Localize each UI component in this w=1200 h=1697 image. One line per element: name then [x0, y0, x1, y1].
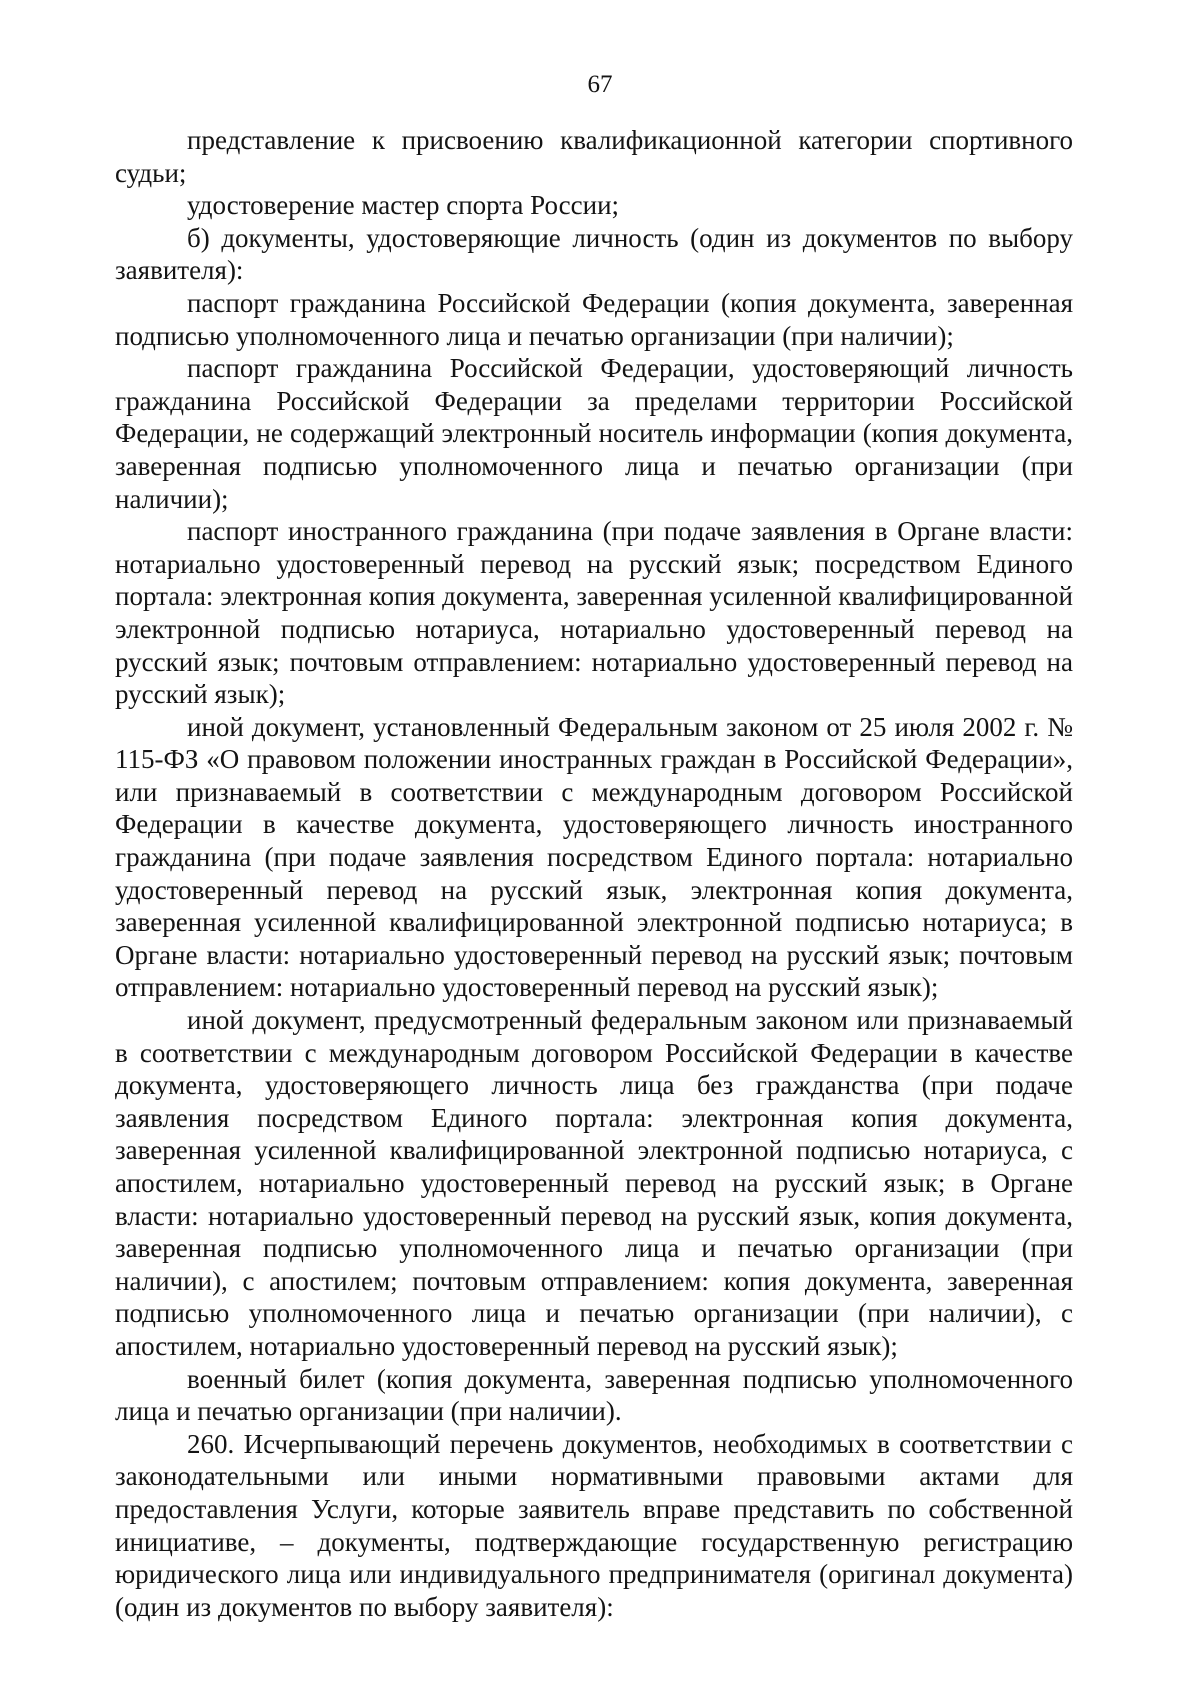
- paragraph-military-id: военный билет (копия документа, заверенная подписью уполномоченного лица и печатью организации (при наличии).: [115, 1363, 1073, 1427]
- paragraph-foreign-citizen-passport: паспорт иностранного гражданина (при подаче заявления в Органе власти: нотариально удостоверенный перевод на русский язык; посредством Единого портала: электронная копия документа, заверенная усиленной квалифицированной электронной подписью нотариуса, нотариально удостоверенный перевод на русский язык; почтовым отправлением: нотариально удостоверенный перевод на русский язык);: [115, 516, 1073, 710]
- paragraph-260-optional-documents: 260. Исчерпывающий перечень документов, необходимых в соответствии с законодательными или иными нормативными правовыми актами для предоставления Услуги, которые заявитель вправе представить по собственной инициативе, – документы, подтверждающие государственную регистрацию юридического лица или индивидуального предпринимателя (оригинал документа) (один из документов по выбору заявителя):: [115, 1428, 1073, 1622]
- paragraph-stateless-person-document: иной документ, предусмотренный федеральным законом или признаваемый в соответствии с международным договором Российской Федерации в качестве документа, удостоверяющего личность лица без гражданства (при подаче заявления посредством Единого портала: электронная копия документа, заверенная усиленной квалифицированной электронной подписью нотариуса, с апостилем, нотариально удостоверенный перевод на русский язык; в Органе власти: нотариально удостоверенный перевод на русский язык, копия документа, заверенная подписью уполномоченного лица и печатью организации (при наличии), с апостилем; почтовым отправлением: копия документа, заверенная подписью уполномоченного лица и печатью организации (при наличии), с апостилем, нотариально удостоверенный перевод на русский язык);: [115, 1005, 1073, 1361]
- paragraph-identity-documents-heading: б) документы, удостоверяющие личность (один из документов по выбору заявителя):: [115, 222, 1073, 286]
- document-body: [115, 124, 1073, 1623]
- paragraph-russian-passport: паспорт гражданина Российской Федерации (копия документа, заверенная подписью уполномоченного лица и печатью организации (при наличии);: [115, 287, 1073, 351]
- paragraph-other-foreign-citizen-document: иной документ, установленный Федеральным законом от 25 июля 2002 г. № 115-ФЗ «О правовом положении иностранных граждан в Российской Федерации», или признаваемый в соответствии с международным договором Российской Федерации в качестве документа, удостоверяющего личность иностранного гражданина (при подаче заявления посредством Единого портала: нотариально удостоверенный перевод на русский язык, электронная копия документа, заверенная усиленной квалифицированной электронной подписью нотариуса; в Органе власти: нотариально удостоверенный перевод на русский язык; почтовым отправлением: нотариально удостоверенный перевод на русский язык);: [115, 711, 1073, 1003]
- paragraph-qualification-submission: представление к присвоению квалификационной категории спортивного судьи;: [115, 125, 1073, 188]
- page-number: 67: [587, 71, 613, 98]
- paragraph-foreign-travel-passport: паспорт гражданина Российской Федерации, удостоверяющий личность гражданина Российской Федерации за пределами территории Российской Федерации, не содержащий электронный носитель информации (копия документа, заверенная подписью уполномоченного лица и печатью организации (при наличии);: [115, 353, 1073, 514]
- paragraph-master-of-sport-certificate: удостоверение мастер спорта России;: [187, 190, 620, 221]
